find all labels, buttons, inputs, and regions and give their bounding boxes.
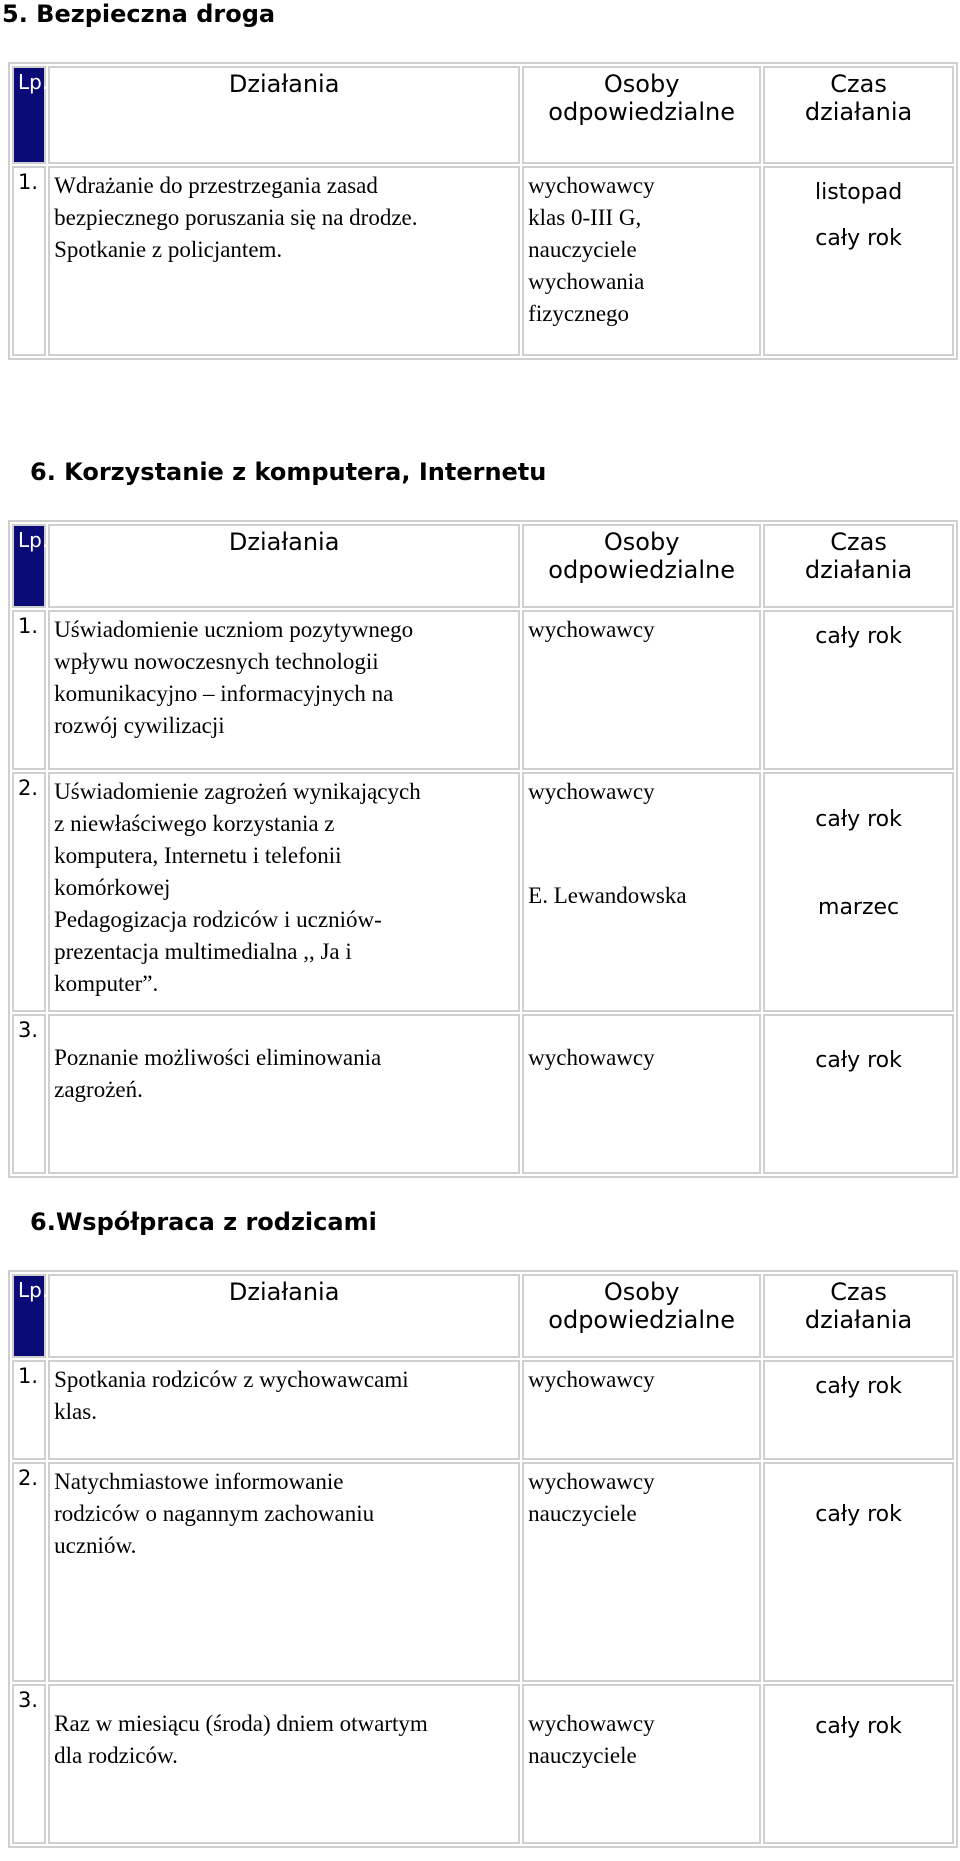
row-responsible: wychowawcy nauczyciele [522,1684,761,1844]
lp-header: Lp. [12,1274,46,1358]
section-5-table [8,62,958,360]
row-number: 1. [12,1360,46,1460]
row-number: 3. [12,1684,46,1844]
responsible-header: Osoby odpowiedzialne [522,1274,761,1358]
row-responsible: wychowawcy [522,1360,761,1460]
table-header-row [12,1274,954,1358]
lp-header: Lp. [12,524,46,608]
actions-header: Działania [48,66,520,164]
row-time: cały rok marzec [763,772,954,1012]
row-responsible: wychowawcy klas 0-III G, nauczyciele wychowania fizycznego [522,166,761,356]
row-time: cały rok [763,1684,954,1844]
section-6-table [8,520,958,1178]
row-responsible: wychowawcy [522,1014,761,1174]
lp-header: Lp. [12,66,46,164]
row-actions: Poznanie możliwości eliminowania zagrożeń. [48,1014,520,1174]
table-row [12,610,954,770]
row-actions: Spotkania rodziców z wychowawcami klas. [48,1360,520,1460]
row-actions: Uświadomienie zagrożeń wynikających z niewłaściwego korzystania z komputera, Internetu i telefonii komórkowej Pedagogizacja rodziców i uczniów- prezentacja multimedialna ,, Ja i komputer”. [48,772,520,1012]
row-responsible: wychowawcy [522,610,761,770]
table-header-row [12,524,954,608]
row-actions: Uświadomienie uczniom pozytywnego wpływu nowoczesnych technologii komunikacyjno – informacyjnych na rozwój cywilizacji [48,610,520,770]
row-time: cały rok [763,610,954,770]
section-6-title: 6. Korzystanie z komputera, Internetu [30,458,547,486]
table-row [12,1462,954,1682]
time-header: Czas działania [763,524,954,608]
row-number: 2. [12,1462,46,1682]
row-responsible: wychowawcy E. Lewandowska [522,772,761,1012]
row-number: 2. [12,772,46,1012]
table-header-row [12,66,954,164]
table-row [12,1014,954,1174]
row-time: listopad cały rok [763,166,954,356]
row-number: 1. [12,166,46,356]
row-actions: Wdrażanie do przestrzegania zasad bezpiecznego poruszania się na drodze. Spotkanie z policjantem. [48,166,520,356]
row-time: cały rok [763,1462,954,1682]
responsible-header: Osoby odpowiedzialne [522,524,761,608]
row-time: cały rok [763,1014,954,1174]
row-actions: Raz w miesiącu (środa) dniem otwartym dla rodziców. [48,1684,520,1844]
actions-header: Działania [48,524,520,608]
row-number: 3. [12,1014,46,1174]
row-actions: Natychmiastowe informowanie rodziców o nagannym zachowaniu uczniów. [48,1462,520,1682]
time-header: Czas działania [763,66,954,164]
section-5-title: 5. Bezpieczna droga [2,0,276,28]
time-header: Czas działania [763,1274,954,1358]
table-row [12,1684,954,1844]
table-row [12,166,954,356]
table-row [12,772,954,1012]
section-7-title: 6.Współpraca z rodzicami [30,1208,377,1236]
row-time: cały rok [763,1360,954,1460]
responsible-header: Osoby odpowiedzialne [522,66,761,164]
table-row [12,1360,954,1460]
row-number: 1. [12,610,46,770]
actions-header: Działania [48,1274,520,1358]
row-responsible: wychowawcy nauczyciele [522,1462,761,1682]
section-7-table [8,1270,958,1848]
